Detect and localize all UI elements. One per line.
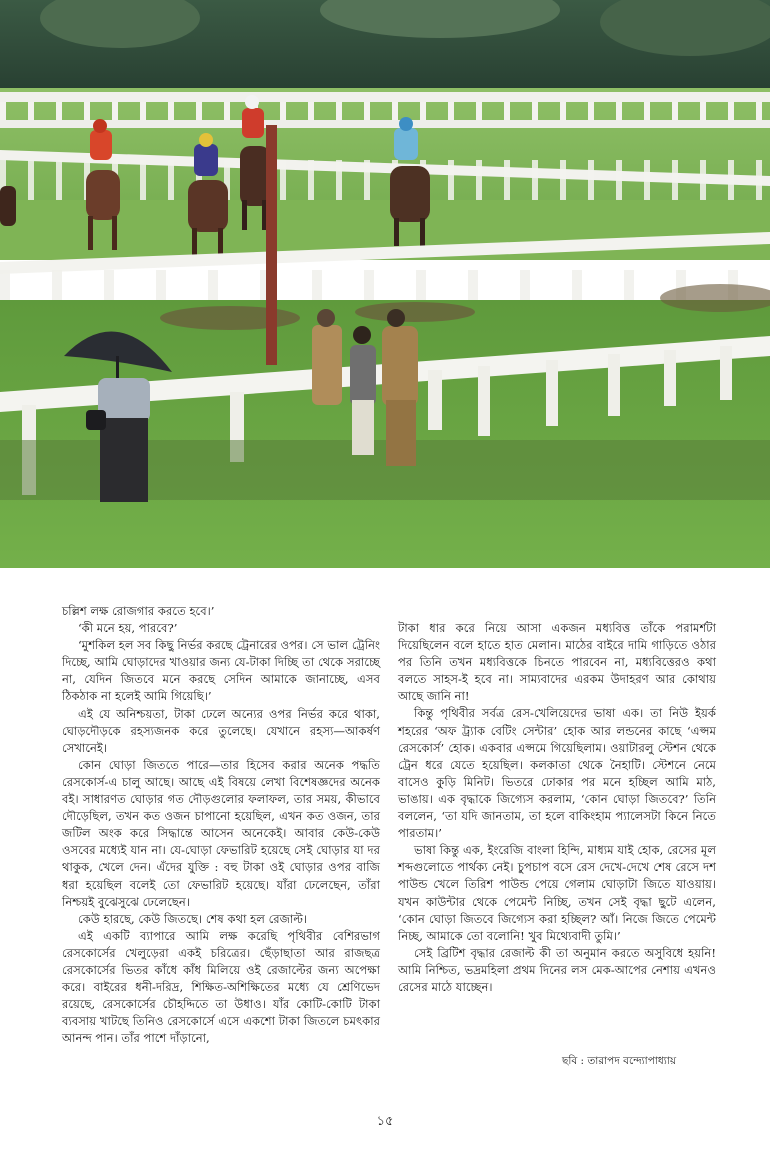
paragraph: ভাষা কিন্তু এক, ইংরেজি বাংলা হিন্দি, মাধ্যম যাই হোক, রেসের মূল শব্দগুলোতে পার্থক্য নেই। চুপচাপ বসে রেস দেখে-দেখে শেষ রেসে দশ পাউন্ড খেলে তিরিশ পাউন্ড পেয়ে গেলাম ঘোড়াটা জিতে যাওয়ায়। যখন কাউন্টার থেকে পেমেন্ট নিচ্ছি, তখন সেই বৃদ্ধা ছুটে এলেন, ‘কোন ঘোড়া জিতবে জিগ্যেস করা হচ্ছিল? আঁ। নিজে জিতে পেমেন্ট নিচ্ছ, আমাকে তো বলোনি! খুব মিথ্যেবাদী তুমি।’ (398, 843, 716, 943)
paragraph: ‘কী মনে হয়, পারবে?’ (78, 621, 178, 636)
paragraph: এই একটি ব্যাপারে আমি লক্ষ করেছি পৃথিবীর বেশিরভাগ রেসকোর্সের খেলুড়েরা একই চরিত্রের। ছেঁড়াছাতা আর রাজছত্র রেসকোর্সের ভিতর কাঁধে কাঁধ মিলিয়ে ওই রেজাল্টের জন্য অপেক্ষা করে। বাইরের ধনী-দরিদ্র, শিক্ষিত-অশিক্ষিতের মধ্যে যে শ্রেণিভেদ রয়েছে, রেসকোর্সের চৌহদ্দিতে তা উধাও। যাঁর কোটি-কোটি টাকা ব্যবসায় খাটছে তিনিও রেসকোর্সে এসে একশো টাকা জিতলে চমৎকার আনন্দ পান। তাঁর পাশে দাঁড়ানো, (62, 928, 380, 1046)
paragraph: এই যে অনিশ্চয়তা, টাকা ঢেলে অন্যের ওপর নির্ভর করে থাকা, ঘোড়দৌড়কে রহস্যজনক করে তুলেছে। যেখানে রহস্য—আকর্ষণ সেখানেই। (62, 706, 380, 755)
paragraph: ‘মুশকিল হল সব কিছু নির্ভর করছে ট্রেনারের ওপর। সে ভাল ট্রেনিং দিচ্ছে, আমি ঘোড়াদের খাওয়ার জন্য যে-টাকা দিচ্ছি তা থেকে সরাচ্ছে না, যেদিন জিতবে মনে করছে সেদিন আমাকে জানাচ্ছে, এসব ঠিকঠাক না হলেই আমি গিয়েছি।’ (62, 638, 380, 704)
horse-race-photo (0, 0, 770, 568)
paragraph: কেউ হারছে, কেউ জিতছে। শেষ কথা হল রেজাল্ট। (78, 911, 308, 926)
paragraph: টাকা ধার করে নিয়ে আসা একজন মধ্যবিত্ত তাঁকে পরামর্শটা দিয়েছিলেন বলে হাতে হাত মেলান। মাঠের বাইরে দামি গাড়িতে ওঠার পর তিনি তখন মধ্যবিত্তকে চিনতে পারবেন না, মধ্যবিত্তেরও কথা বলতে সাহস-ই হবে না। সাম্যবাদের এরকম উদাহরণ আর কোথায় আছে জানি না! (398, 621, 716, 704)
finish-pole (266, 125, 277, 365)
article-left-column (62, 603, 380, 1047)
paragraph: কিন্তু পৃথিবীর সর্বত্র রেস-খেলিয়েদের ভাষা এক। তা নিউ ইয়র্ক শহরের ‘অফ ট্র্যাক বেটিং সেন্টার’ হোক আর লন্ডনের কাছে ‘এপ্সম রেসকোর্স’ হোক। একবার এপ্সমে গিয়েছিলাম। ওয়াটারলু স্টেশন থেকে ট্রেন ধরে যেতে হয়েছিল। কলকাতা থেকে নৈহাটি। স্টেশনে নেমে বাসেও কুড়ি মিনিট। ভিতরে ঢোকার পর মনে হচ্ছিল আমি মাঠ, ভাঙায়। এক বৃদ্ধাকে জিগ্যেস করলাম, ‘কোন ঘোড়া জিতবে?’ তিনি বললেন, ‘তা যদি জানতাম, তা হলে বাকিংহাম প্যালেসটা কিনে নিতে পারতাম।’ (398, 706, 716, 841)
photo-credit: ছবি : তারাপদ বন্দ্যোপাধ্যায় (562, 1055, 677, 1067)
paragraph: কোন ঘোড়া জিততে পারে—তার হিসেব করার অনেক পদ্ধতি রেসকোর্স-এ চালু আছে। আছে এই বিষয়ে লেখা বিশেষজ্ঞদের অনেক বই। সাধারণত ঘোড়ার গত দৌড়গুলোর ফলাফল, তার সময়, কীভাবে দৌড়েছিল, তখন কত ওজন চাপানো হয়েছিল, এখন কত ওজন, তার জটিল অংক করে সিদ্ধান্তে আসেন অনেকেই। আবার কেউ-কেউ ওসবের মধ্যেই যান না। যে-ঘোড়া ফেভারিট হয়েছে সেই ঘোড়ার যা দর থাকুক, খেলে দেন। এঁদের যুক্তি : বহু টাকা ওই ঘোড়ার ওপর বাজি ধরা হয়েছিল বলেই তো ফেভারিট হয়েছে। যাঁরা ঢেলেছেন, তাঁরা নিশ্চয়ই বুঝেসুঝে ঢেলেছেন। (62, 757, 380, 909)
paragraph: সেই ব্রিটিশ বৃদ্ধার রেজাল্ট কী তা অনুমান করতে অসুবিধে হয়নি! আমি নিশ্চিত, ভদ্রমহিলা প্রথম দিনের লস মেক-আপের নেশায় এখনও রেসের মাঠে যাচ্ছেন। (398, 945, 716, 994)
page-number: ১৫ (376, 1114, 394, 1129)
paragraph: চল্লিশ লক্ষ রোজগার করতে হবে।’ (62, 604, 215, 618)
article-right-column (398, 620, 716, 996)
